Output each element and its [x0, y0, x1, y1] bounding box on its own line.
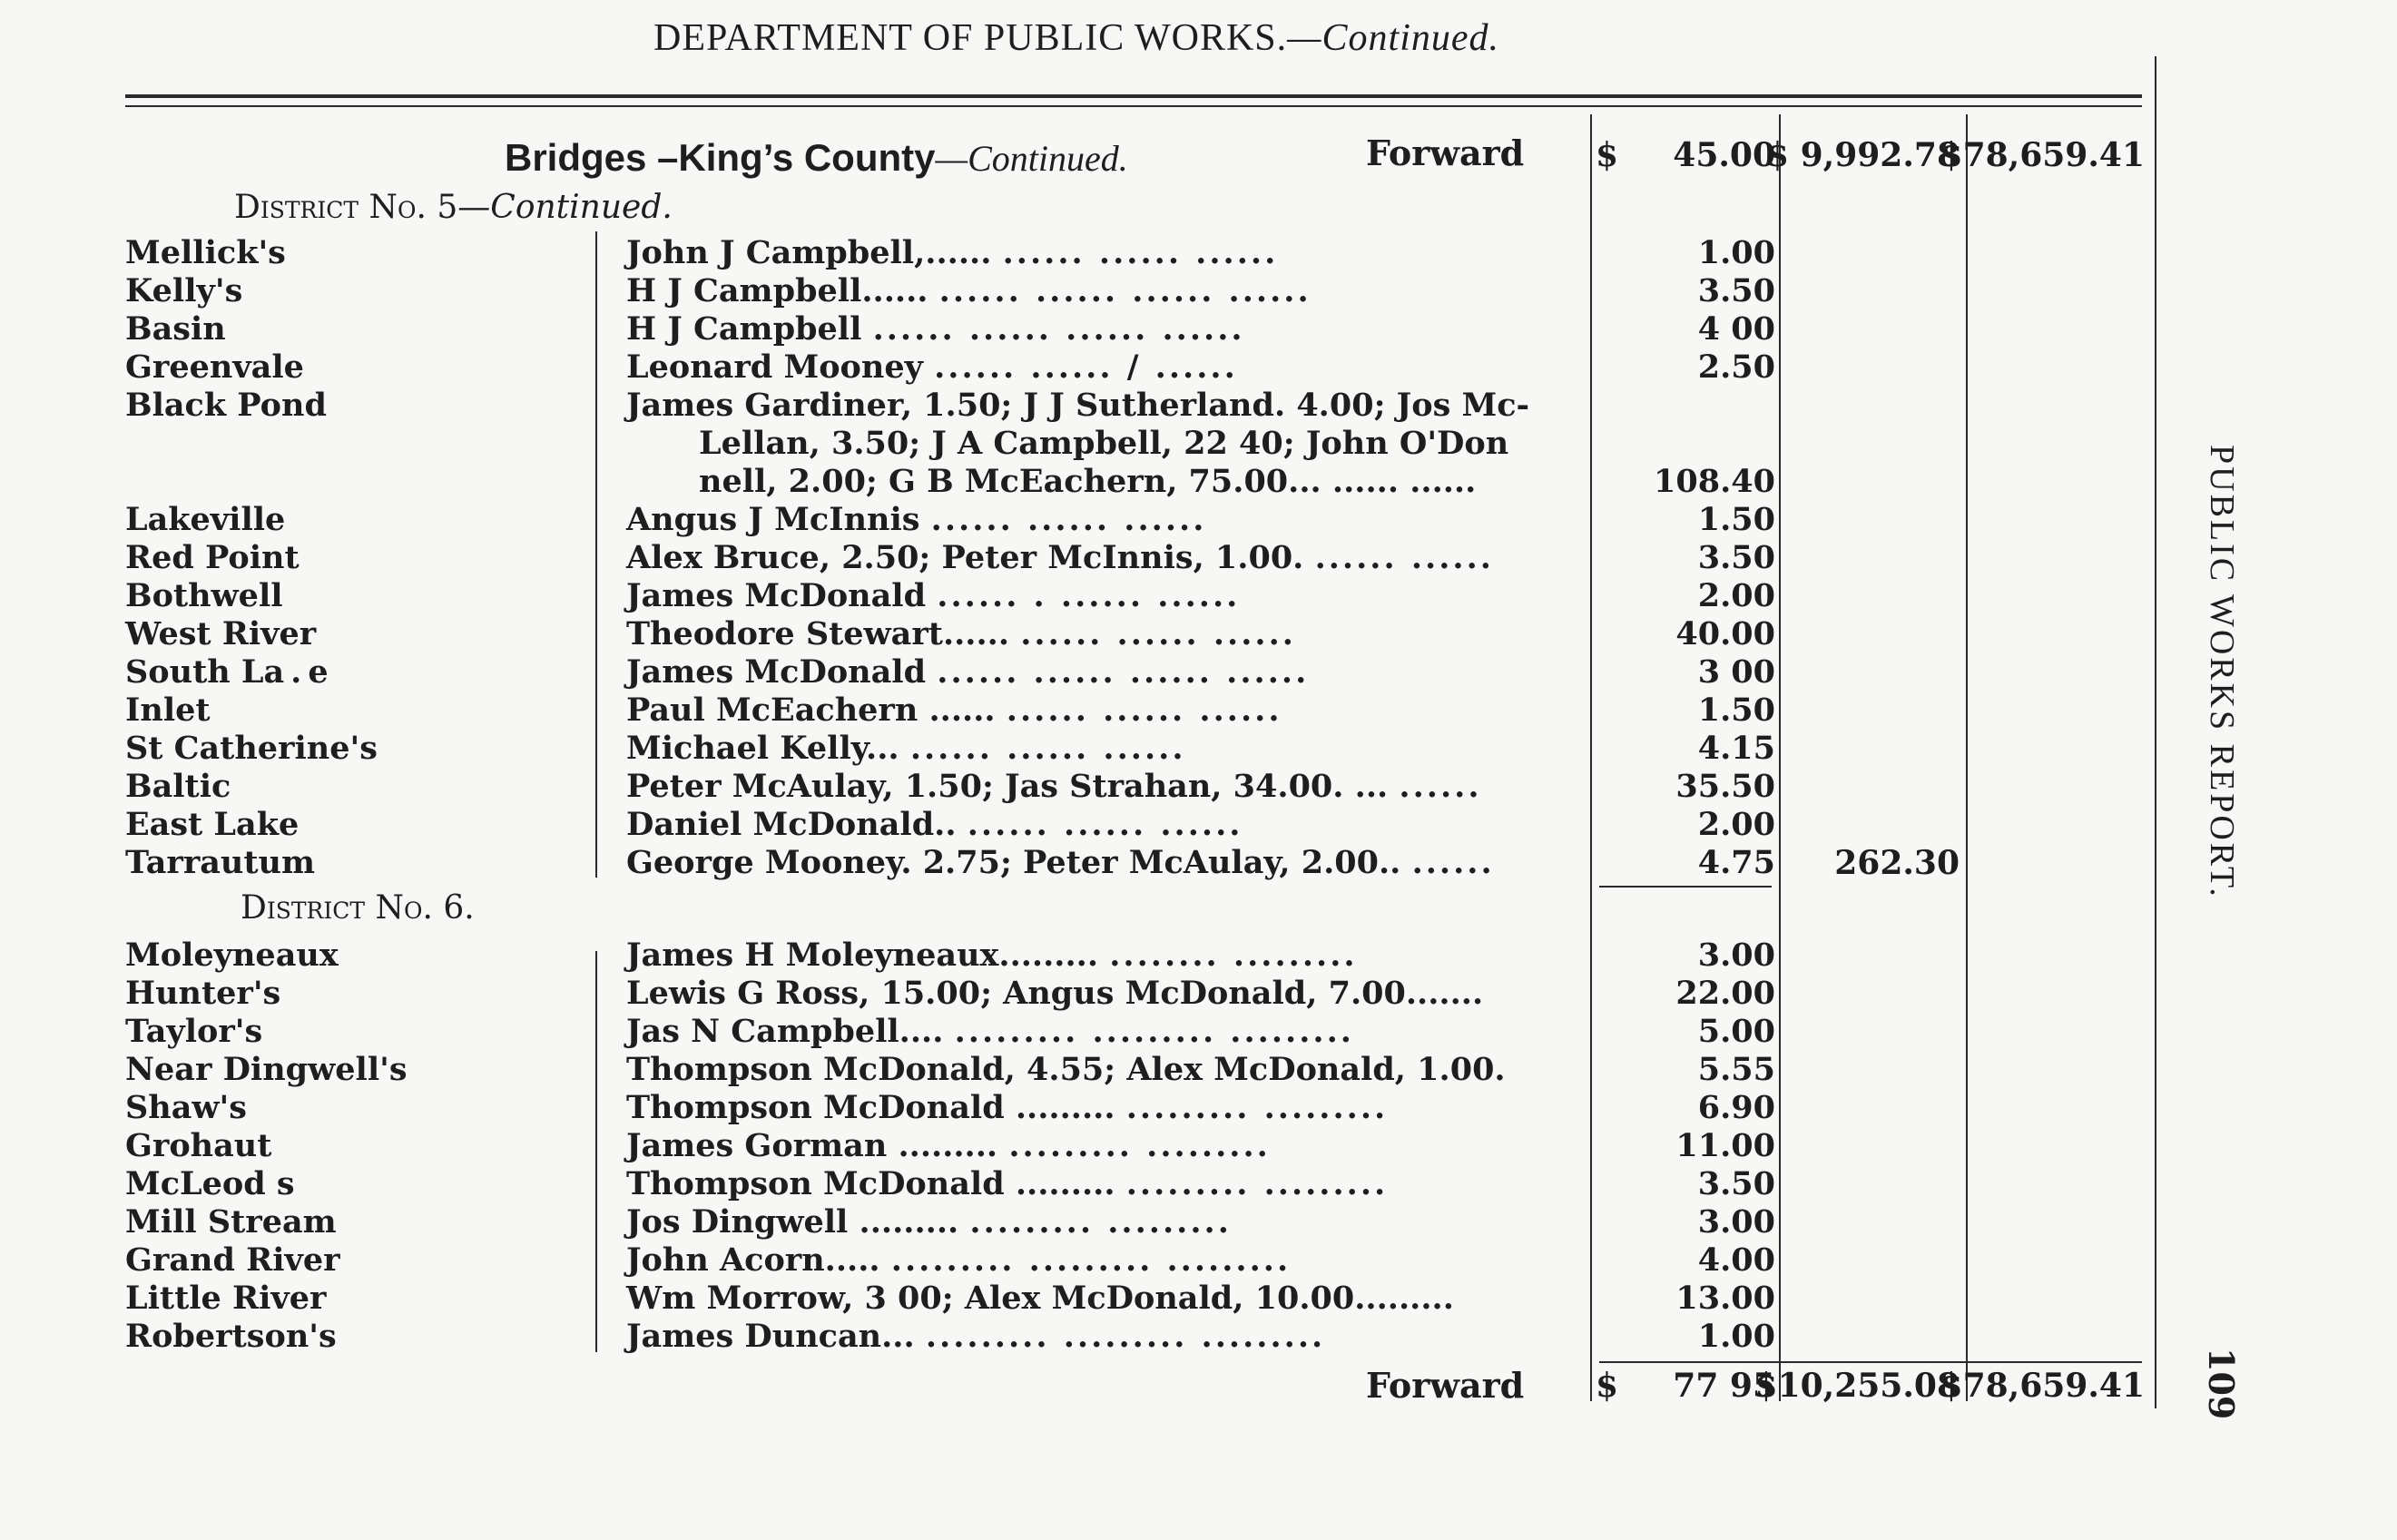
payee-continued: nell, 2.00; G B McEachern, 75.00... ...... ...... — [699, 463, 1477, 500]
payee: Peter McAulay, 1.50; Jas Strahan, 34.00. ... ...... — [626, 768, 1482, 805]
payee: Thompson McDonald, 4.55; Alex McDonald, 1.00. — [626, 1051, 1506, 1088]
place-name: St Catherine's — [125, 730, 378, 767]
header-continued: —Continued. — [1287, 17, 1500, 59]
amount: 3 00 — [1697, 653, 1775, 691]
amount: 3.00 — [1697, 1203, 1775, 1241]
district-5-total: 262.30 — [1834, 844, 1960, 882]
payee: John J Campbell,...... ...... ...... ...... — [626, 234, 1279, 271]
place-name: Tarrautum — [125, 844, 316, 881]
amount: 108.40 — [1654, 463, 1775, 500]
amount: 3.50 — [1697, 1165, 1775, 1202]
payee: James H Moleyneaux......... ........ ......... — [626, 937, 1358, 974]
payee: H J Campbell...... ...... ...... ...... ...... — [626, 272, 1311, 309]
payee: Michael Kelly... ...... ...... ...... — [626, 730, 1186, 767]
place-name: Robertson's — [125, 1318, 337, 1355]
page-header — [653, 16, 1499, 60]
place-name: Basin — [125, 310, 226, 348]
forward-bottom-col2: $10,255.08 — [1754, 1367, 1960, 1405]
district-5-title: District No. 5 — [234, 189, 458, 226]
place-name: Near Dingwell's — [125, 1051, 408, 1088]
payee: Daniel McDonald.. ...... ...... ...... — [626, 806, 1243, 843]
place-name: Bothwell — [125, 577, 283, 614]
place-name: Grand River — [125, 1241, 340, 1279]
payee: John Acorn..... ......... ......... ......... — [626, 1241, 1292, 1279]
amount: 2.00 — [1697, 806, 1775, 843]
side-running-title: PUBLIC WORKS REPORT. — [2203, 445, 2241, 899]
amount: 35.50 — [1675, 768, 1775, 805]
place-name: East Lake — [125, 806, 300, 843]
amount: 4 00 — [1697, 310, 1775, 348]
forward-top-col2: $ 9,992.78 — [1766, 136, 1960, 174]
forward-top-dollar: $ — [1596, 136, 1619, 174]
place-name: Taylor's — [125, 1013, 263, 1050]
section-title-text: Bridges –King’s County — [505, 136, 936, 179]
payee: James Gorman ......... ......... ......... — [626, 1127, 1271, 1164]
forward-label-top: Forward — [1366, 132, 1525, 173]
forward-top-col3: $78,659.41 — [1940, 136, 2145, 174]
payee: Paul McEachern ...... ...... ...... ...... — [626, 692, 1282, 729]
payee: Theodore Stewart...... ...... ...... ...... — [626, 615, 1296, 652]
payee-column-rule-6 — [595, 951, 597, 1352]
section-title — [505, 136, 1128, 180]
place-name: Moleyneaux — [125, 937, 339, 974]
amount: 22.00 — [1675, 975, 1775, 1012]
place-name: Greenvale — [125, 348, 304, 386]
page-number: 109 — [2201, 1348, 2242, 1420]
amount: 11.00 — [1675, 1127, 1775, 1164]
forward-bottom-rule — [1599, 1361, 2142, 1363]
place-name: Grohaut — [125, 1127, 272, 1164]
forward-bottom-dollar: $ — [1596, 1367, 1619, 1405]
place-name: Shaw's — [125, 1089, 247, 1126]
district-5-total-rule — [1599, 886, 1772, 888]
amount: 1.50 — [1697, 501, 1775, 538]
amount: 1.50 — [1697, 692, 1775, 729]
amount: 3.50 — [1697, 539, 1775, 576]
header-rule-thin — [125, 105, 2142, 107]
dollar-column-rule — [1590, 114, 1592, 1401]
amount: 3.00 — [1697, 937, 1775, 974]
amount: 5.00 — [1697, 1013, 1775, 1050]
payee: James Duncan... ......... ......... ......... — [626, 1318, 1326, 1355]
place-name: Mill Stream — [125, 1203, 337, 1241]
payee: Thompson McDonald ......... ......... ......... — [626, 1089, 1389, 1126]
district-5-heading — [234, 189, 673, 226]
payee: George Mooney. 2.75; Peter McAulay, 2.00.. ...... — [626, 844, 1495, 881]
place-name: Kelly's — [125, 272, 243, 309]
payee: Wm Morrow, 3 00; Alex McDonald, 10.00......... — [626, 1280, 1454, 1317]
amount: 1.00 — [1697, 1318, 1775, 1355]
amount: 4.00 — [1697, 1241, 1775, 1279]
payee: H J Campbell ...... ...... ...... ...... — [626, 310, 1245, 348]
col2-rule — [1779, 114, 1781, 1401]
header-rule-thick — [125, 94, 2142, 98]
place-name: Inlet — [125, 692, 211, 729]
payee: Angus J McInnis ...... ...... ...... — [626, 501, 1207, 538]
right-page-border — [2155, 56, 2156, 1408]
amount: 3.50 — [1697, 272, 1775, 309]
forward-label-bottom: Forward — [1366, 1365, 1525, 1406]
place-name: South La . e — [125, 653, 329, 691]
amount: 40.00 — [1675, 615, 1775, 652]
amount: 6.90 — [1697, 1089, 1775, 1126]
payee: Thompson McDonald ......... ......... ......... — [626, 1165, 1389, 1202]
forward-top-col1: 45.00 — [1673, 136, 1775, 174]
district-5-continued: —Continued. — [457, 189, 673, 226]
forward-bottom-col3: $78,659.41 — [1940, 1367, 2145, 1405]
section-title-continued: —Continued. — [935, 138, 1128, 179]
payee: James McDonald ...... . ...... ...... — [626, 577, 1241, 614]
amount: 4.15 — [1697, 730, 1775, 767]
place-name: McLeod s — [125, 1165, 295, 1202]
place-name: Lakeville — [125, 501, 286, 538]
amount: 13.00 — [1675, 1280, 1775, 1317]
payee: Leonard Mooney ...... ...... / ...... — [626, 348, 1238, 386]
payee: Jos Dingwell ......... ......... ......... — [626, 1203, 1232, 1241]
place-name: West River — [125, 615, 317, 652]
amount: 1.00 — [1697, 234, 1775, 271]
place-name: Little River — [125, 1280, 327, 1317]
payee: James Gardiner, 1.50; J J Sutherland. 4.00; Jos Mc- — [626, 387, 1530, 424]
place-name: Red Point — [125, 539, 300, 576]
district-6-heading: District No. 6. — [241, 889, 475, 927]
place-name: Hunter's — [125, 975, 281, 1012]
place-name: Mellick's — [125, 234, 286, 271]
header-title: DEPARTMENT OF PUBLIC WORKS. — [653, 17, 1288, 59]
amount: 4.75 — [1697, 844, 1775, 881]
col3-rule — [1966, 114, 1968, 1401]
amount: 2.50 — [1697, 348, 1775, 386]
place-name: Black Pond — [125, 387, 327, 424]
amount: 5.55 — [1697, 1051, 1775, 1088]
payee: Alex Bruce, 2.50; Peter McInnis, 1.00. ...... ...... — [626, 539, 1494, 576]
payee-continued: Lellan, 3.50; J A Campbell, 22 40; John O'Don — [699, 425, 1509, 462]
payee-column-rule — [595, 231, 597, 878]
payee: James McDonald ...... ...... ...... ...... — [626, 653, 1310, 691]
forward-bottom-col1: 77 95 — [1673, 1367, 1775, 1405]
payee: Lewis G Ross, 15.00; Angus McDonald, 7.00....... — [626, 975, 1484, 1012]
amount: 2.00 — [1697, 577, 1775, 614]
payee: Jas N Campbell.... ......... ......... ......... — [626, 1013, 1354, 1050]
place-name: Baltic — [125, 768, 231, 805]
